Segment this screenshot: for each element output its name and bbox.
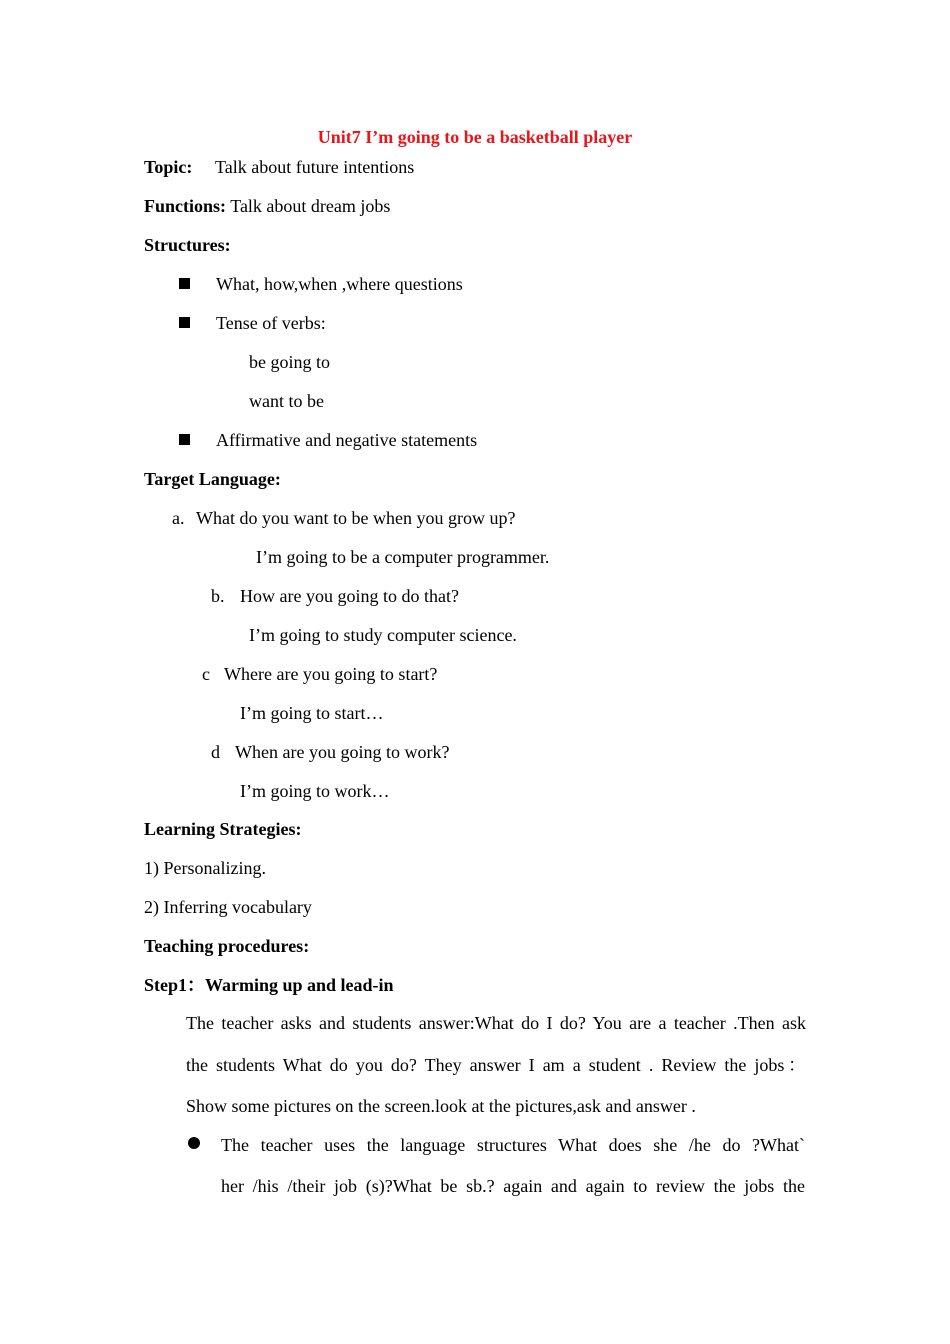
tense-subitem-2: want to be bbox=[249, 391, 324, 411]
document-title: Unit7 I’m going to be a basketball player bbox=[317, 127, 633, 147]
step1-paragraph-line-1: The teacher asks and students answer:What do I do? You are a teacher .Then ask bbox=[186, 1013, 806, 1033]
topic-label: Topic: bbox=[144, 157, 193, 177]
learning-strategies-label: Learning Strategies: bbox=[144, 819, 302, 839]
round-bullet-icon bbox=[188, 1137, 200, 1149]
teaching-procedures-label: Teaching procedures: bbox=[144, 936, 310, 956]
step1-heading: Step1：Warming up and lead-in bbox=[144, 975, 394, 995]
structures-item-3: Affirmative and negative statements bbox=[216, 430, 478, 450]
target-b-question: How are you going to do that? bbox=[240, 586, 459, 606]
square-bullet-icon bbox=[179, 317, 190, 328]
target-a-answer: I’m going to be a computer programmer. bbox=[256, 547, 550, 567]
target-b-marker: b. bbox=[211, 586, 225, 606]
target-c-marker: c bbox=[202, 664, 210, 684]
target-a-marker: a. bbox=[172, 508, 185, 528]
structures-item-1: What, how,when ,where questions bbox=[216, 274, 463, 294]
target-d-marker: d bbox=[211, 742, 220, 762]
functions-text: Talk about dream jobs bbox=[230, 196, 391, 216]
tense-subitem-1: be going to bbox=[249, 352, 330, 372]
target-a-question: What do you want to be when you grow up? bbox=[196, 508, 516, 528]
square-bullet-icon bbox=[179, 278, 190, 289]
structures-item-2: Tense of verbs: bbox=[216, 313, 326, 333]
target-b-answer: I’m going to study computer science. bbox=[249, 625, 517, 645]
target-d-answer: I’m going to work… bbox=[240, 781, 390, 801]
target-d-question: When are you going to work? bbox=[235, 742, 450, 762]
topic-text: Talk about future intentions bbox=[215, 157, 415, 177]
step1-paragraph-line-3: Show some pictures on the screen.look at the pictures,ask and answer . bbox=[186, 1096, 696, 1116]
topic-line bbox=[144, 156, 192, 178]
target-language-label: Target Language: bbox=[144, 469, 281, 489]
step1-bullet-line-2: her /his /their job (s)?What be sb.? again and again to review the jobs the bbox=[221, 1176, 805, 1196]
structures-label: Structures: bbox=[144, 235, 231, 255]
target-c-answer: I’m going to start… bbox=[240, 703, 384, 723]
step1-bullet-line-1: The teacher uses the language structures What does she /he do ?What` bbox=[221, 1135, 805, 1155]
square-bullet-icon bbox=[179, 434, 190, 445]
step1-paragraph-line-2: the students What do you do? They answer I am a student . Review the jobs： bbox=[186, 1055, 806, 1075]
learning-strategy-2: 2) Inferring vocabulary bbox=[144, 897, 312, 917]
target-c-question: Where are you going to start? bbox=[224, 664, 438, 684]
learning-strategy-1: 1) Personalizing. bbox=[144, 858, 266, 878]
functions-line bbox=[144, 195, 390, 217]
functions-label: Functions: bbox=[144, 196, 227, 216]
